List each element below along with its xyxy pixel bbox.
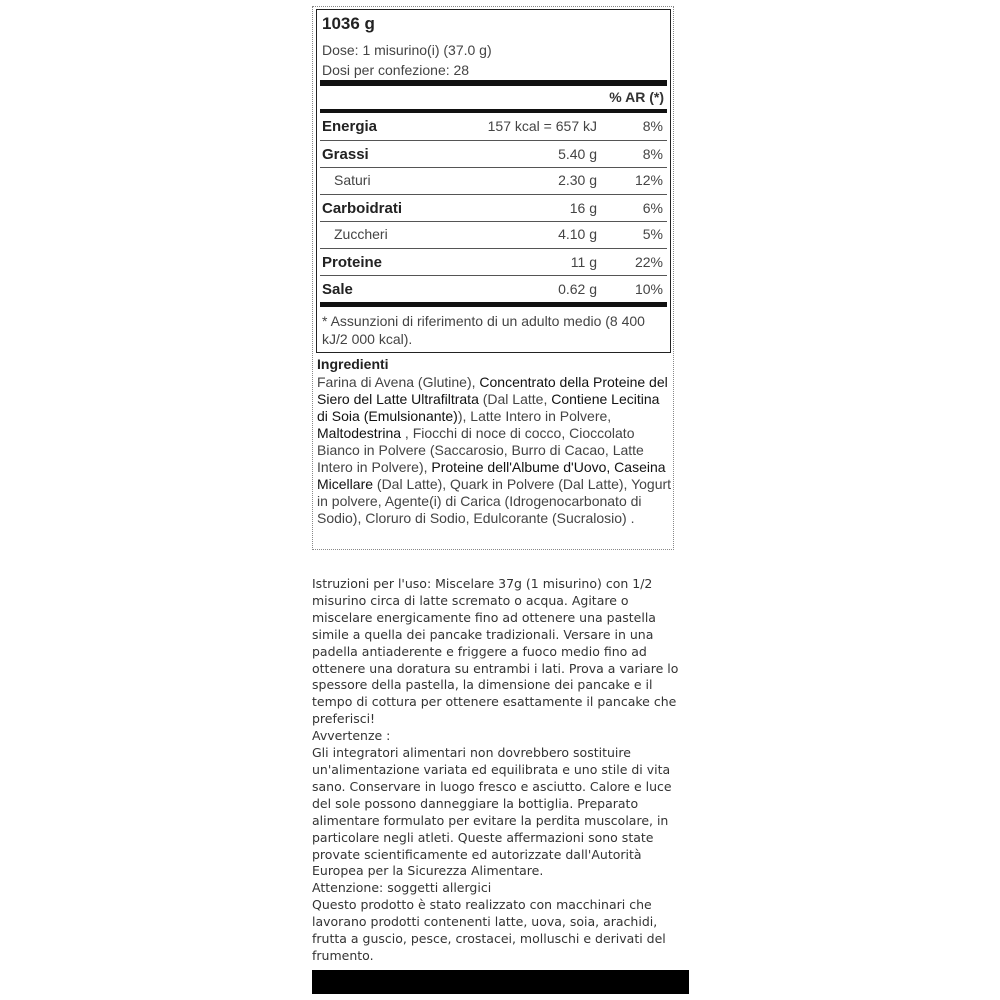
- nutrient-row-carboidrati: [320, 195, 667, 222]
- nutrient-pct: 8%: [642, 146, 663, 162]
- nutrient-name: Sale: [322, 281, 353, 298]
- ingredient-text: ), Latte Intero in Polvere,: [457, 408, 612, 424]
- ingredient-text: (Dal Latte,: [478, 391, 552, 407]
- net-weight: 1036 g: [322, 14, 375, 33]
- nutrient-value: 2.30 g: [558, 172, 597, 188]
- ingredient-allergen: Contiene Lecitina di Soia (Emulsionante): [317, 391, 660, 424]
- nutrient-name: Grassi: [322, 146, 369, 163]
- nutrient-row-proteine: [320, 249, 667, 276]
- nutrient-name: Proteine: [322, 254, 383, 271]
- nutrient-pct: 5%: [642, 226, 663, 242]
- nutrient-name: Carboidrati: [322, 200, 403, 217]
- ingredient-text: (Dal Latte), Quark in Polvere (Dal Latte), Yogurt in polvere, Agente(i) di Carica (Idrogenocarbonato di Sodio), Cloruro di Sodio, Edulcorante (Sucralosio) .: [317, 476, 672, 526]
- ingredient-allergen: Maltodestrina: [317, 425, 402, 441]
- nutrient-pct: 6%: [642, 200, 663, 216]
- thick-divider-bottom: [320, 302, 667, 307]
- nutrient-name: Zuccheri: [334, 226, 388, 242]
- ingredient-text: , Fiocchi di noce di cocco, Cioccolato Bianco in Polvere (Saccarosio, Burro di Cacao, Latte Intero in Polvere),: [317, 425, 644, 475]
- nutrient-name: Energia: [322, 118, 378, 135]
- nutrient-row-energia: [320, 113, 667, 140]
- nutrient-pct: 12%: [634, 172, 663, 188]
- ingredients-title: Ingredienti: [317, 356, 389, 372]
- dose-info: Dose: 1 misurino(i) (37.0 g): [322, 42, 492, 58]
- nutrient-value: 4.10 g: [558, 226, 597, 242]
- nutrient-name: Saturi: [334, 172, 371, 188]
- nutrient-value: 16 g: [569, 200, 597, 216]
- thick-divider-top: [320, 80, 667, 86]
- nutrient-value: 5.40 g: [558, 146, 597, 162]
- reference-intake-footnote: * Assunzioni di riferimento di un adulto medio (8 400 kJ/2 000 kcal).: [322, 313, 645, 347]
- nutrient-value: 157 kcal = 657 kJ: [487, 118, 597, 134]
- nutrient-row-grassi: [320, 141, 667, 168]
- nutrient-value: 0.62 g: [558, 281, 597, 297]
- servings-info: Dosi per confezione: 28: [322, 62, 470, 78]
- nutrient-row-zuccheri: [320, 221, 667, 248]
- nutrient-value: 11 g: [570, 254, 597, 270]
- nutrient-row-sale: [320, 276, 667, 303]
- ingredient-allergen: Concentrato della Proteine del Siero del Latte Ultrafiltrata: [317, 374, 668, 407]
- nutrient-pct: 8%: [642, 118, 663, 134]
- ingredient-text: Farina di Avena (Glutine),: [317, 374, 480, 390]
- nutrient-pct: 22%: [634, 254, 663, 270]
- ingredients-list: [317, 374, 673, 527]
- black-band: [312, 970, 689, 994]
- ar-header: % AR (*): [609, 89, 664, 105]
- nutrient-pct: 10%: [634, 281, 663, 297]
- ingredient-allergen: Proteine dell'Albume d'Uovo, Caseina Micellare: [317, 459, 666, 492]
- usage-instructions: Istruzioni per l'uso: Miscelare 37g (1 misurino) con 1/2 misurino circa di latte scremato o acqua. Agitare o miscelare energicamente fino ad ottenere una pastella simile a quella dei pancake tradizionali. Versare in una padella antiaderente e friggere a fuoco medio fino ad ottenere una doratura su entrambi i lati. Prova a variare lo spessore della pastella, la dimensione dei pancake e il tempo di cottura per ottenere esattamente il pancake che preferisci! Avvertenze : Gli integratori alimentari non dovrebbero sostituire un'alimentazione variata ed equilibrata e uno stile di vita sano. Conservare in luogo fresco e asciutto. Calore e luce del sole possono danneggiare la bottiglia. Preparato alimentare formulato per evitare la perdita muscolare, in particolare negli atleti. Queste affermazioni sono state provate scientificamente ed autorizzate dall'Autorità Europea per la Sicurezza Alimentare. Attenzione: soggetti allergici Questo prodotto è stato realizzato con macchinari che lavorano prodotti contenenti latte, uova, soia, arachidi, frutta a guscio, pesce, crostacei, molluschi e derivati del frumento.: [312, 576, 679, 963]
- nutrient-row-saturi: [320, 167, 667, 194]
